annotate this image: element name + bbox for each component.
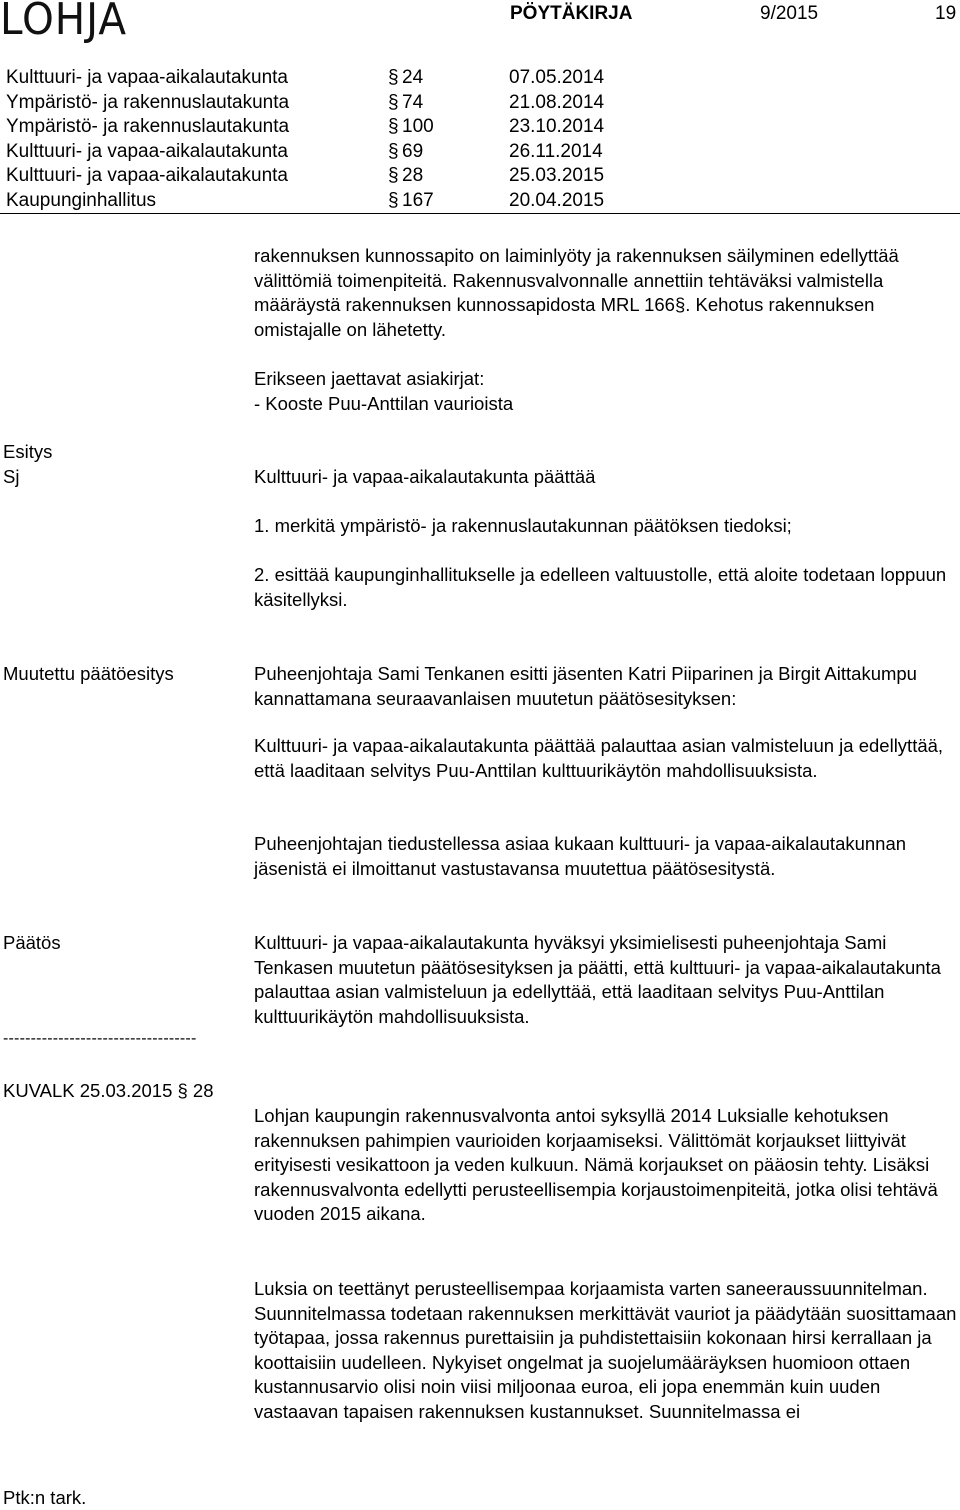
document-number: 9/2015 <box>760 3 819 24</box>
reference-body: Ympäristö- ja rakennuslautakunta <box>6 91 290 113</box>
lohja-logo: LOHJA <box>0 0 127 45</box>
reference-body: Ympäristö- ja rakennuslautakunta <box>6 116 290 138</box>
kuvalk-paragraph: Luksia on teettänyt perusteellisempaa korjaamista varten saneeraussuunnitelman. Suunnitelmassa todetaan rakennuksen merkittävät vauriot ja päädytään suosittamaan työtapaa, jossa rakennus purettaisiin ja puhdistettaisiin kokonaan hirsi kerrallaan ja koottaisiin uudelleen. Nykyiset ongelmat ja suojelumääräyksen huomioon ottaen kustannusarvio olisi noin viisi miljoonaa euroa, eli jopa enemmän kuin uuden vastaavan tapaisen rakennuksen kustannukset. Suunnitelmassa ei <box>254 1278 957 1422</box>
proposal-item-1: 1. merkitä ympäristö- ja rakennuslautakunnan päätöksen tiedoksi; <box>254 515 792 536</box>
reference-row <box>6 91 960 116</box>
modified-proposal-paragraph: Kulttuuri- ja vapaa-aikalautakunta päättää palauttaa asian valmisteluun ja edellyttää, että laaditaan selvitys Puu-Anttilan kulttuurikäytön mahdollisuuksista. <box>254 735 944 781</box>
reference-date: 26.11.2014 <box>509 140 603 162</box>
proposal-item-2: 2. esittää kaupunginhallitukselle ja edelleen valtuustolle, että aloite todetaan loppuun käsitellyksi. <box>254 564 947 610</box>
minutes-checker-label: Ptk:n tark. <box>3 1487 87 1508</box>
reference-table <box>6 66 960 214</box>
reference-row <box>6 164 960 189</box>
reference-number: 69 <box>402 140 424 162</box>
section-sign: § <box>388 91 399 113</box>
section-separator: ----------------------------------- <box>3 1030 197 1047</box>
reference-body: Kulttuuri- ja vapaa-aikalautakunta <box>6 67 289 88</box>
label-sj: Sj <box>3 466 20 487</box>
reference-row <box>6 66 960 91</box>
reference-body: Kaupunginhallitus <box>6 189 157 211</box>
reference-date: 21.08.2014 <box>509 91 605 113</box>
reference-body: Kulttuuri- ja vapaa-aikalautakunta <box>6 165 289 187</box>
body-paragraph: rakennuksen kunnossapito on laiminlyöty ja rakennuksen säilyminen edellyttää välittömiä toimenpiteitä. Rakennusvalvonnalle annettiin tehtäväksi valmistella määräystä rakennuksen kunnossapidosta MRL 166§. Kehotus rakennuksen omistajalle on lähetetty. <box>254 245 899 340</box>
label-esitys: Esitys <box>3 441 53 462</box>
reference-date: 07.05.2014 <box>509 67 605 88</box>
decision-paragraph: Kulttuuri- ja vapaa-aikalautakunta hyväksyi yksimielisesti puheenjohtaja Sami Tenkasen muutetun päätösesityksen ja päätti, että kulttuuri- ja vapaa-aikalautakunta palauttaa asian valmisteluun ja edellyttää, että laaditaan selvitys Puu-Anttilan kulttuurikäytön mahdollisuuksista. <box>254 932 941 1027</box>
section-sign: § <box>388 189 399 211</box>
section-sign: § <box>388 140 399 162</box>
attachments-title: Erikseen jaettavat asiakirjat: <box>254 368 485 389</box>
reference-number: 74 <box>402 91 424 113</box>
label-modified-proposal: Muutettu päätöesitys <box>3 663 174 684</box>
attachments-item: - Kooste Puu-Anttilan vaurioista <box>254 393 514 414</box>
reference-body: Kulttuuri- ja vapaa-aikalautakunta <box>6 140 289 162</box>
reference-number: 28 <box>402 165 424 187</box>
section-sign: § <box>388 116 399 138</box>
section-sign: § <box>388 165 399 187</box>
label-kuvalk: KUVALK 25.03.2015 § 28 <box>3 1080 214 1101</box>
modified-proposal-paragraph: Puheenjohtajan tiedustellessa asiaa kukaan kulttuuri- ja vapaa-aikalautakunnan jäsenistä ei ilmoittanut vastustavansa muutettua päätösesitystä. <box>254 833 907 879</box>
header-divider <box>0 213 960 214</box>
label-decision: Päätös <box>3 932 61 953</box>
modified-proposal-paragraph: Puheenjohtaja Sami Tenkanen esitti jäsenten Katri Piiparinen ja Birgit Aittakumpu kannattamana seuraavanlaisen muutetun päätösesityksen: <box>254 663 917 709</box>
reference-number: 100 <box>402 116 434 138</box>
reference-date: 20.04.2015 <box>509 189 605 211</box>
page-number: 19 <box>935 3 957 24</box>
proposal-intro: Kulttuuri- ja vapaa-aikalautakunta päättää <box>254 466 596 487</box>
document-type: PÖYTÄKIRJA <box>510 3 633 24</box>
section-sign: § <box>388 67 399 88</box>
reference-number: 167 <box>402 189 434 211</box>
reference-date: 25.03.2015 <box>509 165 605 187</box>
reference-row <box>6 189 960 214</box>
reference-number: 24 <box>402 67 424 88</box>
reference-row <box>6 140 960 165</box>
kuvalk-paragraph: Lohjan kaupungin rakennusvalvonta antoi syksyllä 2014 Luksialle kehotuksen rakennuksen pahimpien vaurioiden korjaamiseksi. Välittömät korjaukset liittyivät erityisesti vesikattoon ja veden kulkuun. Nämä korjaukset on pääosin tehty. Lisäksi rakennusvalvonta edellytti perusteellisempia korjaustoimenpiteitä, jotka olisi tehtävä vuoden 2015 aikana. <box>254 1105 938 1225</box>
reference-date: 23.10.2014 <box>509 116 605 138</box>
reference-row <box>6 115 960 140</box>
